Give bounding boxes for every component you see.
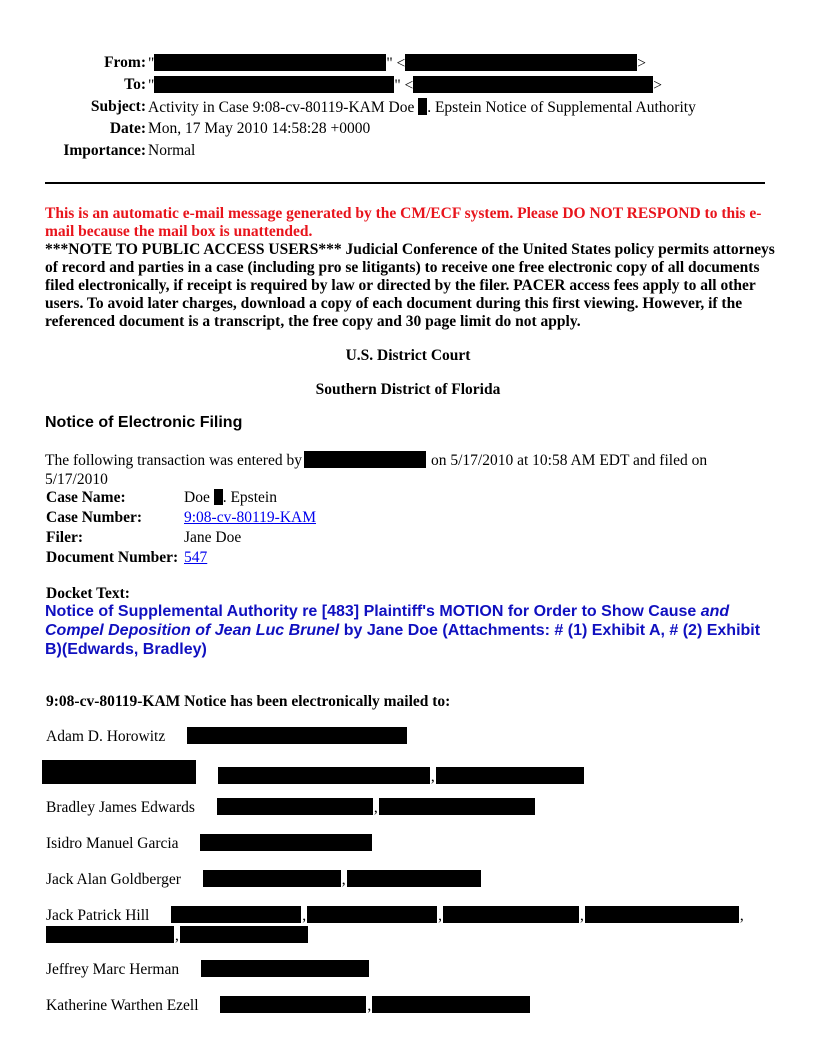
separator: , — [373, 799, 378, 816]
redaction — [379, 798, 535, 815]
public-access-note: ***NOTE TO PUBLIC ACCESS USERS*** Judicial Conference of the United States policy permits attorneys of record and parties in a case (including pro se litigants) to receive one free electronic copy of all documents filed electronically, if receipt is required by law or directed by the filer. PACER access fees apply to all other users. To avoid later charges, download a copy of each document during this first viewing. However, if the referenced document is a transcript, the free copy and 30 page limit do not apply. — [45, 241, 775, 330]
case-name-label: Case Name: — [46, 489, 126, 506]
recipient-row — [46, 798, 535, 817]
redaction — [418, 98, 427, 115]
recipient-name: Katherine Warthen Ezell — [46, 997, 199, 1014]
redaction — [154, 76, 394, 93]
recipient-name: Jack Patrick Hill — [46, 907, 150, 924]
nef-title: Notice of Electronic Filing — [45, 414, 243, 431]
document-number-link[interactable]: 547 — [184, 549, 208, 566]
redaction — [218, 767, 430, 784]
district-name: Southern District of Florida — [315, 381, 501, 398]
case-info — [46, 488, 316, 568]
separator: , — [302, 907, 307, 924]
redaction — [203, 870, 341, 887]
date-value: Mon, 17 May 2010 14:58:28 +0000 — [148, 120, 371, 137]
to-label: To: — [124, 76, 146, 93]
importance-label: Importance: — [63, 142, 146, 159]
to-value: " " < > — [148, 77, 663, 94]
mailed-to-header: 9:08-cv-80119-KAM Notice has been electronically mailed to: — [46, 693, 451, 710]
case-name-row — [46, 488, 316, 508]
redaction — [171, 906, 301, 923]
redaction — [180, 926, 308, 943]
recipient-name: Adam D. Horowitz — [46, 728, 166, 745]
date-label: Date: — [109, 120, 146, 137]
case-number-label: Case Number: — [46, 509, 142, 526]
separator: , — [438, 907, 442, 924]
recipient-row — [46, 727, 407, 746]
redaction — [200, 834, 372, 851]
redaction — [585, 906, 739, 923]
redaction — [46, 926, 174, 943]
recipient-row — [46, 906, 776, 946]
separator: , — [367, 997, 372, 1014]
redaction — [347, 870, 481, 887]
recipient-row — [46, 834, 372, 853]
importance-value: Normal — [148, 142, 196, 159]
redaction — [154, 54, 386, 71]
recipient-name: Isidro Manuel Garcia — [46, 835, 179, 852]
redaction — [304, 451, 426, 468]
redaction — [443, 906, 579, 923]
separator: , — [430, 768, 435, 785]
redaction — [372, 996, 530, 1013]
recipient-row — [42, 760, 584, 786]
recipient-name: Jack Alan Goldberger — [46, 871, 181, 888]
header-divider — [45, 182, 765, 184]
case-name: Doe . Epstein — [184, 489, 277, 506]
redaction — [307, 906, 437, 923]
subject-label: Subject: — [90, 98, 146, 115]
auto-message-warning: This is an automatic e-mail message generated by the CM/ECF system. Please DO NOT RESPOND to this e-mail because the mail box is unattended. — [45, 205, 762, 240]
subject-value: Activity in Case 9:08-cv-80119-KAM Doe . Epstein Notice of Supplemental Authority — [148, 99, 696, 116]
document-number-label: Document Number: — [46, 549, 179, 566]
recipient-row — [46, 996, 530, 1015]
redaction — [214, 489, 223, 505]
from-value: " " < > — [148, 55, 647, 72]
redaction — [201, 960, 369, 977]
redaction — [413, 76, 653, 93]
recipient-row — [46, 960, 369, 979]
filer-label: Filer: — [46, 529, 84, 546]
from-label: From: — [104, 54, 146, 71]
redaction — [187, 727, 407, 744]
recipient-row — [46, 870, 481, 889]
transaction-text: The following transaction was entered by on 5/17/2010 at 10:58 AM EDT and filed on 5/17/2010 — [45, 452, 708, 488]
separator: , — [739, 907, 744, 924]
document-number-row — [46, 548, 316, 568]
redaction — [220, 996, 366, 1013]
court-name: U.S. District Court — [345, 347, 471, 364]
case-number-link[interactable]: 9:08-cv-80119-KAM — [184, 509, 317, 526]
filer-value: Jane Doe — [184, 529, 242, 546]
recipient-name: Bradley James Edwards — [46, 799, 195, 816]
redaction — [217, 798, 373, 815]
filer-row — [46, 528, 316, 548]
recipient-name: Jeffrey Marc Herman — [46, 961, 180, 978]
docket-text: Notice of Supplemental Authority re [483] Plaintiff's MOTION for Order to Show Cause and Compel Deposition of Jean Luc Brunel by Jane Doe (Attachments: # (1) Exhibit A, # (2) Exhibit B)(Edwards, Bradley) — [45, 603, 761, 658]
separator: , — [341, 871, 346, 888]
redaction — [405, 54, 637, 71]
redaction — [42, 760, 196, 784]
docket-text-label: Docket Text: — [46, 585, 130, 602]
case-number-row — [46, 508, 316, 528]
redaction — [436, 767, 584, 784]
separator: , — [175, 927, 179, 944]
separator: , — [579, 907, 584, 924]
